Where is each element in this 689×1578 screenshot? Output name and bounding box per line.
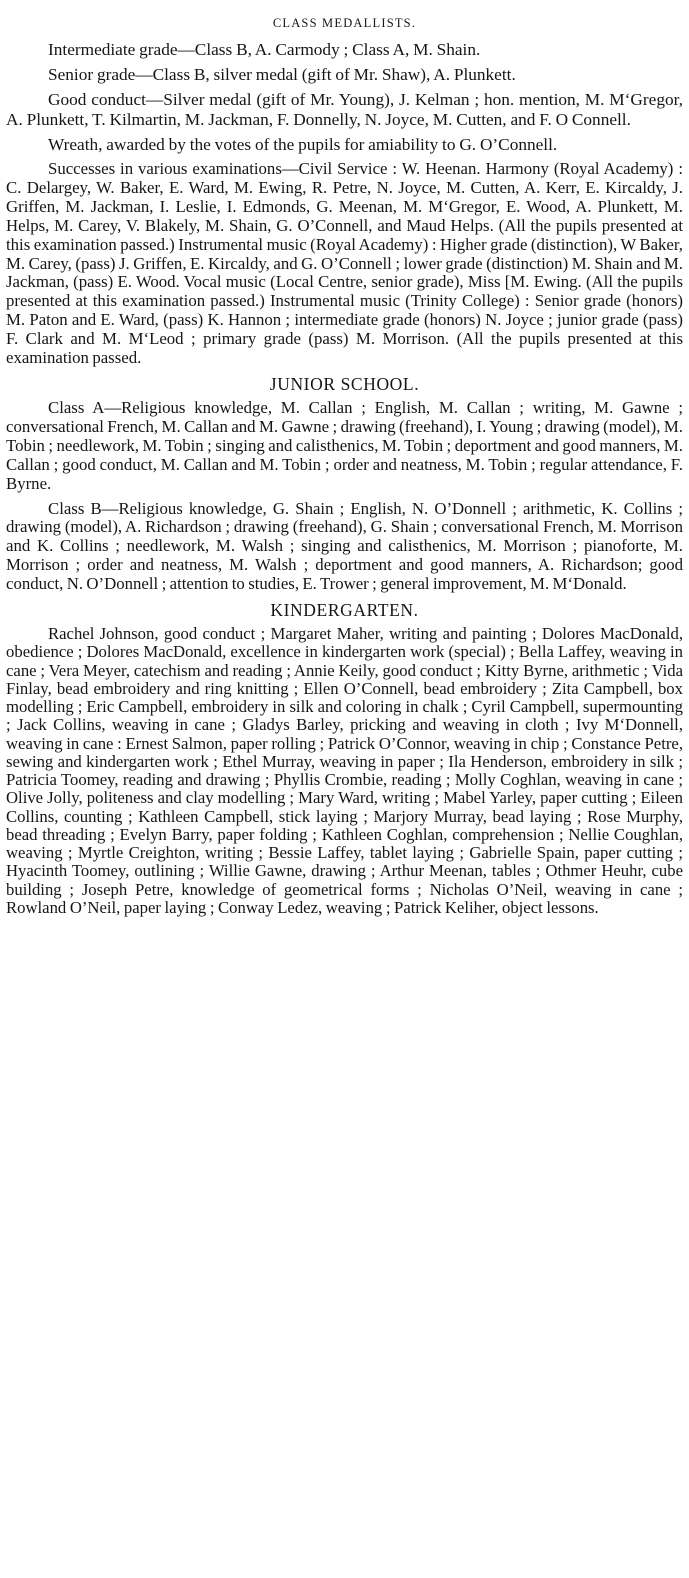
paragraph-kindergarten-prizes: Rachel Johnson, good conduct ; Margaret Maher, writing and painting ; Dolores MacDonald, obedience ; Dolores MacDonald, excellence in kindergarten work (special) ; Bella Laffey, weaving in cane ; Vera Meyer, catechism and reading ; Annie Keily, good conduct ; Kitty Byrne, arithmetic ; Vida Finlay, bead embroidery and ring knitting ; Ellen O’Connell, bead embroidery ; Zita Campbell, box modelling ; Eric Campbell, embroidery in silk and coloring in chalk ; Cyril Campbell, supermounting ; Jack Collins, weaving in cane ; Gladys Barley, pricking and weaving in cloth ; Ivy M‘Donnell, weaving in cane : Ernest Salmon, paper rolling ; Patrick O’Connor, weaving in chip ; Constance Petre, sewing and kindergarten work ; Ethel Murray, weaving in paper ; Ila Henderson, embroidery in silk ; Patricia Toomey, reading and drawing ; Phyllis Crombie, reading ; Molly Coghlan, weaving in cane ; Olive Jolly, politeness and clay modelling ; Mary Ward, writing ; Mabel Yarley, paper cutting ; Eileen Collins, counting ; Kathleen Campbell, stick laying ; Marjory Murray, bead laying ; Rose Murphy, bead threading ; Evelyn Barry, paper folding ; Kathleen Coghlan, comprehension ; Nellie Coughlan, weaving ; Myrtle Creighton, writing ; Bessie Laffey, tablet laying ; Gabrielle Spain, paper cutting ; Hyacinth Toomey, outlining ; Willie Gawne, drawing ; Arthur Meenan, tables ; Othmer Heuhr, cube building ; Joseph Petre, knowledge of geometrical forms ; Nicholas O’Neil, weaving in cane ; Rowland O’Neil, paper laying ; Conway Ledez, weaving ; Patrick Keliher, object lessons. [6, 624, 683, 917]
heading-kindergarten: KINDERGARTEN. [270, 600, 419, 621]
paragraph-class-a: Class A—Religious knowledge, M. Callan ; English, M. Callan ; writing, M. Gawne ; conversational French, M. Callan and M. Gawne ; drawing (freehand), I. Young ; drawing (model), M. Tobin ; needlework, M. Tobin ; singing and calisthenics, M. Tobin ; deportment and good manners, M. Callan ; good conduct, M. Callan and M. Tobin ; order and neatness, M. Tobin ; regular attendance, F. Byrne. [6, 397, 683, 493]
heading-class-medallists: CLASS MEDALLISTS. [272, 16, 417, 30]
paragraph-good-conduct: Good conduct—Silver medal (gift of Mr. Young), J. Kelman ; hon. mention, M. M‘Gregor, A. Plunkett, T. Kilmartin, M. Jackman, F. Donnelly, N. Joyce, M. Cutten, and F. O Connell. [6, 90, 683, 129]
paragraph-class-b: Class B—Religious knowledge, G. Shain ; English, N. O’Donnell ; arithmetic, K. Collins ; drawing (model), A. Richardson ; drawing (freehand), G. Shain ; conversational French, M. Morrison and K. Collins ; needlework, M. Walsh ; singing and calisthenics, M. Morrison ; pianoforte, M. Morrison ; order and neatness, M. Walsh ; deportment and good manners, A. Richardson; good conduct, N. O’Donnell ; attention to studies, E. Trower ; general improvement, M. M‘Donald. [6, 498, 683, 594]
paragraph-wreath: Wreath, awarded by the votes of the pupils for amiability to G. O’Connell. [48, 134, 558, 154]
paragraph-examination-successes: Successes in various examinations—Civil Service : W. Heenan. Harmony (Royal Academy) : C. Delargey, W. Baker, E. Ward, M. Ewing, R. Petre, N. Joyce, M. Cutten, A. Kerr, E. Kircaldy, J. Griffen, M. Jackman, I. Leslie, I. Edmonds, G. Meenan, M. M‘Gregor, E. Wood, A. Plunkett, M. Helps, M. Carey, V. Blakely, M. Shain, G. O’Connell, and Maud Helps. (All the pupils presented at this examination passed.) Instrumental music (Royal Academy) : Higher grade (distinction), W Baker, M. Carey, (pass) J. Griffen, E. Kircaldy, and G. O’Connell ; lower grade (distinction) M. Shain and M. Jackman, (pass) E. Wood. Vocal music (Local Centre, senior grade), Miss [M. Ewing. (All the pupils presented at this examination passed.) Instrumental music (Trinity College) : Senior grade (honors) M. Paton and E. Ward, (pass) K. Hannon ; intermediate grade (honors) N. Joyce ; junior grade (pass) F. Clark and M. M‘Leod ; primary grade (pass) M. Morrison. (All the pupils presented at this examination passed. [6, 159, 683, 368]
paragraph-intermediate-grade: Intermediate grade—Class B, A. Carmody ; Class A, M. Shain. [48, 40, 481, 59]
heading-junior-school: JUNIOR SCHOOL. [269, 373, 420, 394]
paragraph-senior-grade: Senior grade—Class B, silver medal (gift of Mr. Shaw), A. Plunkett. [48, 65, 516, 85]
